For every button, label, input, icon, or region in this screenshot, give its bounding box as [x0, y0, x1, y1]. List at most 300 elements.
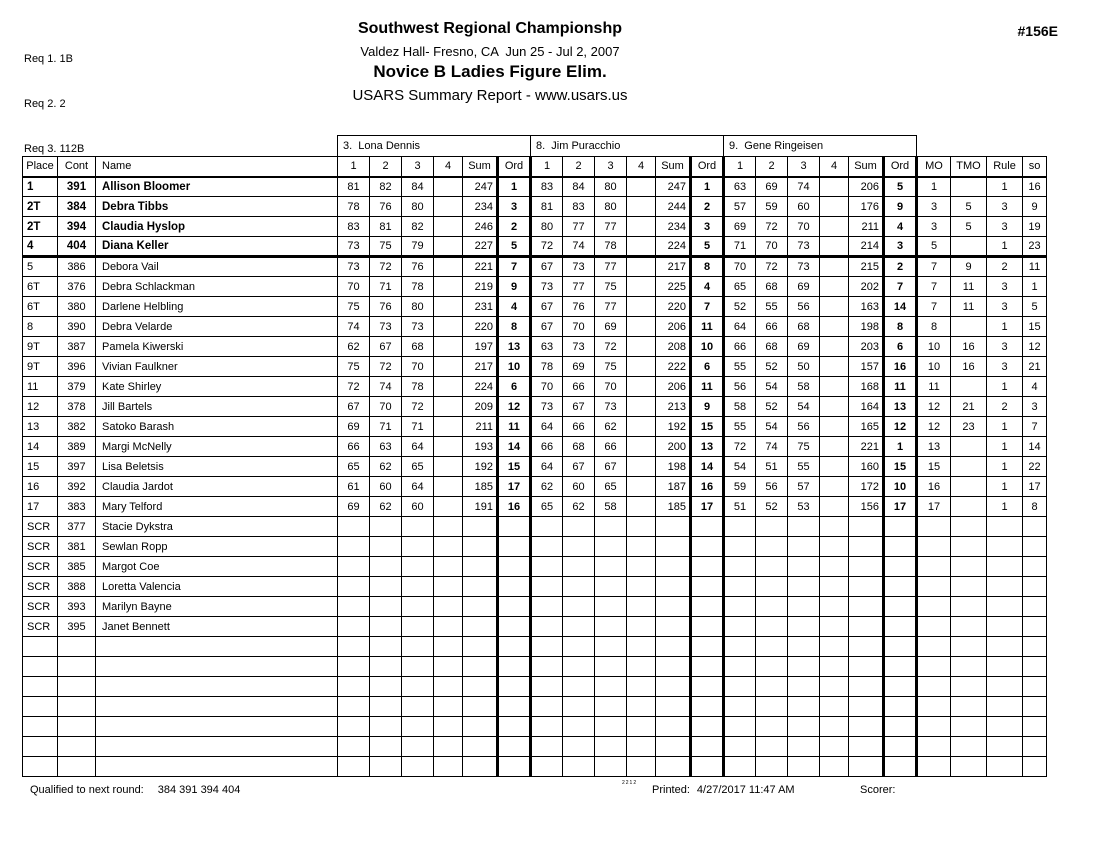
judge3-score4-cell [820, 617, 849, 637]
so-cell [1023, 757, 1047, 777]
judge1-score4-cell [434, 217, 463, 237]
judge1-score4-cell [434, 397, 463, 417]
judge2-score2-cell: 67 [563, 457, 595, 477]
judge2-score4-cell [627, 477, 656, 497]
so-cell [1023, 577, 1047, 597]
cont-cell [58, 717, 96, 737]
judge1-sum-cell [463, 737, 498, 757]
judge1-score2-cell: 62 [370, 497, 402, 517]
judge2-sum-cell [656, 717, 691, 737]
place-cell: SCR [23, 597, 58, 617]
judge2-score1-cell: 63 [531, 337, 563, 357]
rule-cell: 1 [987, 377, 1023, 397]
tmo-cell [951, 717, 987, 737]
tmo-cell [951, 677, 987, 697]
result-row [23, 577, 1047, 597]
judge3-score2-cell: 68 [756, 337, 788, 357]
judge1-score3-cell: 84 [402, 177, 434, 197]
req-line-3: Req 3. 112B [24, 143, 85, 155]
mo-cell: 12 [917, 397, 951, 417]
result-row [23, 257, 1047, 277]
judge3-score1-cell [724, 537, 756, 557]
cont-cell [58, 757, 96, 777]
place-cell [23, 697, 58, 717]
tmo-cell [951, 557, 987, 577]
tmo-cell [951, 317, 987, 337]
judge1-ord-cell: 9 [498, 277, 531, 297]
rule-cell [987, 737, 1023, 757]
place-cell: 9T [23, 337, 58, 357]
judge2-score4-cell [627, 597, 656, 617]
judge3-score4-cell [820, 637, 849, 657]
cont-cell [58, 637, 96, 657]
column-header-tmo: TMO [951, 157, 987, 177]
so-cell: 22 [1023, 457, 1047, 477]
judge1-sum-cell: 217 [463, 357, 498, 377]
result-row [23, 197, 1047, 217]
judge3-sum-cell [849, 597, 884, 617]
judge3-sum-cell [849, 517, 884, 537]
judge1-ord-cell: 4 [498, 297, 531, 317]
column-header-judge2-2: 2 [563, 157, 595, 177]
empty-row [23, 717, 1047, 737]
judge2-ord-cell: 8 [691, 257, 724, 277]
judge3-score1-cell: 52 [724, 297, 756, 317]
rule-cell: 1 [987, 317, 1023, 337]
judge1-score4-cell [434, 617, 463, 637]
name-cell: Allison Bloomer [96, 177, 338, 197]
judge2-score1-cell: 67 [531, 297, 563, 317]
cont-cell: 378 [58, 397, 96, 417]
place-cell: 6T [23, 297, 58, 317]
judge2-ord-cell [691, 597, 724, 617]
judge3-ord-cell: 11 [884, 377, 917, 397]
rule-cell [987, 617, 1023, 637]
judge2-score4-cell [627, 177, 656, 197]
judge2-score2-cell: 73 [563, 337, 595, 357]
judge2-score4-cell [627, 357, 656, 377]
judge1-score1-cell [338, 537, 370, 557]
place-cell [23, 677, 58, 697]
mo-cell [917, 637, 951, 657]
judge2-score4-cell [627, 517, 656, 537]
so-cell: 12 [1023, 337, 1047, 357]
judge1-ord-cell: 14 [498, 437, 531, 457]
judge3-score3-cell [788, 697, 820, 717]
place-cell: 16 [23, 477, 58, 497]
judge3-score4-cell [820, 177, 849, 197]
so-cell [1023, 637, 1047, 657]
judge2-sum-cell: 187 [656, 477, 691, 497]
judge3-ord-cell: 5 [884, 177, 917, 197]
judge-header-3: 9. Gene Ringeisen [724, 136, 917, 157]
place-cell: SCR [23, 577, 58, 597]
judge2-ord-cell [691, 557, 724, 577]
judge3-score3-cell [788, 577, 820, 597]
judge3-sum-cell [849, 617, 884, 637]
judge2-ord-cell: 10 [691, 337, 724, 357]
judge2-score3-cell [595, 617, 627, 637]
version-mark: 2212 [622, 780, 638, 786]
judge3-score4-cell [820, 377, 849, 397]
judge3-ord-cell [884, 617, 917, 637]
judge1-score4-cell [434, 257, 463, 277]
judge3-score1-cell [724, 737, 756, 757]
judge1-score4-cell [434, 497, 463, 517]
rule-cell: 3 [987, 357, 1023, 377]
judge2-score2-cell: 74 [563, 237, 595, 257]
judge3-score4-cell [820, 437, 849, 457]
column-header-judge1-1: 1 [338, 157, 370, 177]
judge2-ord-cell [691, 617, 724, 637]
judge1-score3-cell [402, 717, 434, 737]
judge1-sum-cell [463, 657, 498, 677]
judge2-score2-cell [563, 517, 595, 537]
judge3-score3-cell: 57 [788, 477, 820, 497]
judge2-score4-cell [627, 437, 656, 457]
judge1-score3-cell: 70 [402, 357, 434, 377]
judge2-score4-cell [627, 337, 656, 357]
judge2-score2-cell [563, 577, 595, 597]
judge3-score2-cell [756, 677, 788, 697]
judge2-score2-cell: 68 [563, 437, 595, 457]
judge3-score3-cell [788, 597, 820, 617]
judge3-score2-cell [756, 597, 788, 617]
judge2-sum-cell: 206 [656, 377, 691, 397]
so-cell [1023, 737, 1047, 757]
empty-row [23, 657, 1047, 677]
judge3-sum-cell: 163 [849, 297, 884, 317]
mo-cell [917, 717, 951, 737]
result-row [23, 617, 1047, 637]
judge1-score4-cell [434, 717, 463, 737]
judge2-score3-cell [595, 597, 627, 617]
judge2-score4-cell [627, 397, 656, 417]
result-row [23, 237, 1047, 257]
judge1-score1-cell: 83 [338, 217, 370, 237]
judge3-score1-cell [724, 677, 756, 697]
judge3-score2-cell [756, 617, 788, 637]
report-type: USARS Summary Report - www.usars.us [352, 87, 628, 104]
judge1-score2-cell: 75 [370, 237, 402, 257]
judge3-score4-cell [820, 357, 849, 377]
cont-cell: 390 [58, 317, 96, 337]
judge1-score2-cell: 60 [370, 477, 402, 497]
judge3-score1-cell [724, 517, 756, 537]
judge2-score3-cell [595, 517, 627, 537]
column-header-rule: Rule [987, 157, 1023, 177]
judge1-sum-cell [463, 697, 498, 717]
judge1-score2-cell [370, 597, 402, 617]
judge3-score3-cell [788, 717, 820, 737]
place-cell: 17 [23, 497, 58, 517]
judge2-score2-cell [563, 677, 595, 697]
judge1-sum-cell: 227 [463, 237, 498, 257]
judge1-score1-cell [338, 517, 370, 537]
judge1-ord-cell [498, 517, 531, 537]
judge3-sum-cell [849, 537, 884, 557]
column-header-place: Place [23, 157, 58, 177]
name-cell [96, 697, 338, 717]
judge1-score4-cell [434, 357, 463, 377]
place-cell: SCR [23, 617, 58, 637]
judge2-score2-cell: 84 [563, 177, 595, 197]
judge2-score1-cell: 80 [531, 217, 563, 237]
column-header-judge3-ord: Ord [884, 157, 917, 177]
judge2-score2-cell [563, 657, 595, 677]
judge1-ord-cell [498, 697, 531, 717]
judge2-score1-cell: 73 [531, 277, 563, 297]
column-header-judge1-3: 3 [402, 157, 434, 177]
judge1-score4-cell [434, 677, 463, 697]
judge1-ord-cell [498, 597, 531, 617]
judge2-ord-cell: 3 [691, 217, 724, 237]
judge2-score4-cell [627, 717, 656, 737]
judge3-score1-cell: 56 [724, 377, 756, 397]
judge3-score1-cell: 70 [724, 257, 756, 277]
mo-cell [917, 617, 951, 637]
judge3-score4-cell [820, 417, 849, 437]
judge2-score4-cell [627, 557, 656, 577]
judge2-ord-cell [691, 637, 724, 657]
empty-row [23, 757, 1047, 777]
name-cell [96, 637, 338, 657]
so-cell: 4 [1023, 377, 1047, 397]
judge3-score2-cell [756, 557, 788, 577]
judge1-ord-cell: 8 [498, 317, 531, 337]
judge1-score2-cell: 63 [370, 437, 402, 457]
judge1-score2-cell: 67 [370, 337, 402, 357]
judge2-ord-cell [691, 737, 724, 757]
judge1-score1-cell: 69 [338, 497, 370, 517]
judge1-ord-cell: 6 [498, 377, 531, 397]
judge1-score1-cell [338, 677, 370, 697]
judge3-ord-cell: 1 [884, 437, 917, 457]
judge3-score4-cell [820, 317, 849, 337]
cont-cell: 391 [58, 177, 96, 197]
judge3-score3-cell: 68 [788, 317, 820, 337]
judge2-score4-cell [627, 297, 656, 317]
judge2-score1-cell: 64 [531, 417, 563, 437]
judge3-score2-cell: 69 [756, 177, 788, 197]
judge1-score1-cell: 72 [338, 377, 370, 397]
mo-cell: 16 [917, 477, 951, 497]
judge2-score3-cell: 75 [595, 277, 627, 297]
rule-cell [987, 657, 1023, 677]
judge3-score2-cell: 52 [756, 357, 788, 377]
column-header-so: so [1023, 157, 1047, 177]
cont-cell: 394 [58, 217, 96, 237]
column-header-name: Name [96, 157, 338, 177]
column-header-judge1-2: 2 [370, 157, 402, 177]
judge3-sum-cell: 211 [849, 217, 884, 237]
rule-cell: 1 [987, 457, 1023, 477]
results-body [23, 177, 1047, 777]
column-header-judge1-ord: Ord [498, 157, 531, 177]
judge3-score1-cell: 55 [724, 357, 756, 377]
judge1-score1-cell: 73 [338, 237, 370, 257]
judge2-sum-cell: 222 [656, 357, 691, 377]
so-cell: 23 [1023, 237, 1047, 257]
judge1-sum-cell [463, 537, 498, 557]
judge1-score1-cell: 67 [338, 397, 370, 417]
judge3-score2-cell: 54 [756, 417, 788, 437]
judge1-score2-cell [370, 757, 402, 777]
judge2-score1-cell [531, 757, 563, 777]
judge2-score4-cell [627, 377, 656, 397]
judge3-sum-cell: 172 [849, 477, 884, 497]
tmo-cell: 5 [951, 217, 987, 237]
judge3-score3-cell: 75 [788, 437, 820, 457]
cont-cell: 397 [58, 457, 96, 477]
judge2-score1-cell [531, 637, 563, 657]
judge1-score4-cell [434, 657, 463, 677]
judge1-score2-cell [370, 697, 402, 717]
judge1-sum-cell: 221 [463, 257, 498, 277]
result-row [23, 357, 1047, 377]
mo-cell [917, 557, 951, 577]
cont-cell: 388 [58, 577, 96, 597]
req-line-1: Req 1. 1B [24, 53, 73, 65]
judge2-ord-cell [691, 657, 724, 677]
judge1-score2-cell [370, 717, 402, 737]
judge1-score1-cell: 62 [338, 337, 370, 357]
judge1-ord-cell [498, 757, 531, 777]
name-cell: Mary Telford [96, 497, 338, 517]
judge2-score3-cell [595, 537, 627, 557]
judge3-score2-cell [756, 517, 788, 537]
name-cell: Debora Vail [96, 257, 338, 277]
tmo-cell [951, 757, 987, 777]
result-row [23, 297, 1047, 317]
judge3-sum-cell [849, 757, 884, 777]
judge1-sum-cell: 211 [463, 417, 498, 437]
judge3-score2-cell [756, 717, 788, 737]
judge2-ord-cell: 15 [691, 417, 724, 437]
judge2-sum-cell [656, 537, 691, 557]
judge3-score3-cell: 73 [788, 237, 820, 257]
so-cell: 17 [1023, 477, 1047, 497]
empty-row [23, 637, 1047, 657]
judge1-ord-cell [498, 657, 531, 677]
tmo-cell: 9 [951, 257, 987, 277]
name-cell: Sewlan Ropp [96, 537, 338, 557]
mo-cell [917, 697, 951, 717]
column-header-judge3-1: 1 [724, 157, 756, 177]
judge3-sum-cell [849, 657, 884, 677]
judge3-score4-cell [820, 397, 849, 417]
venue-date: Valdez Hall- Fresno, CA Jun 25 - Jul 2, 2007 [360, 44, 620, 59]
judge3-score2-cell: 59 [756, 197, 788, 217]
cont-cell: 404 [58, 237, 96, 257]
mo-cell [917, 597, 951, 617]
judge2-score3-cell: 78 [595, 237, 627, 257]
so-cell: 3 [1023, 397, 1047, 417]
judge1-score1-cell: 70 [338, 277, 370, 297]
mo-cell [917, 517, 951, 537]
event-title: Novice B Ladies Figure Elim. [373, 62, 607, 81]
judge3-sum-cell: 198 [849, 317, 884, 337]
judge3-score3-cell: 54 [788, 397, 820, 417]
judge3-score4-cell [820, 737, 849, 757]
tmo-cell [951, 617, 987, 637]
judge3-ord-cell [884, 697, 917, 717]
judge1-score3-cell [402, 697, 434, 717]
mo-cell: 7 [917, 257, 951, 277]
judge2-sum-cell [656, 577, 691, 597]
judge2-score4-cell [627, 617, 656, 637]
judge2-sum-cell: 200 [656, 437, 691, 457]
cont-cell: 385 [58, 557, 96, 577]
judge2-score3-cell: 58 [595, 497, 627, 517]
judge3-score2-cell [756, 537, 788, 557]
judge2-ord-cell: 7 [691, 297, 724, 317]
place-cell: 14 [23, 437, 58, 457]
result-row [23, 517, 1047, 537]
result-row [23, 317, 1047, 337]
judge3-score2-cell: 66 [756, 317, 788, 337]
judge3-ord-cell [884, 717, 917, 737]
judge1-score4-cell [434, 537, 463, 557]
judge3-score2-cell: 72 [756, 257, 788, 277]
place-cell: SCR [23, 557, 58, 577]
judge3-ord-cell [884, 517, 917, 537]
judge2-sum-cell: 224 [656, 237, 691, 257]
judge2-score3-cell [595, 557, 627, 577]
mo-cell [917, 657, 951, 677]
judge2-score1-cell [531, 657, 563, 677]
judge2-score2-cell: 73 [563, 257, 595, 277]
judge2-sum-cell: 225 [656, 277, 691, 297]
judge1-sum-cell [463, 677, 498, 697]
rule-cell: 3 [987, 277, 1023, 297]
judge3-sum-cell: 206 [849, 177, 884, 197]
judge1-ord-cell: 10 [498, 357, 531, 377]
judge2-score3-cell [595, 737, 627, 757]
judge3-score1-cell: 69 [724, 217, 756, 237]
judge3-score2-cell: 56 [756, 477, 788, 497]
judge2-ord-cell: 16 [691, 477, 724, 497]
judge1-score3-cell [402, 737, 434, 757]
judge3-ord-cell: 9 [884, 197, 917, 217]
judge3-score4-cell [820, 657, 849, 677]
so-cell [1023, 617, 1047, 637]
judge3-score4-cell [820, 577, 849, 597]
tmo-cell [951, 517, 987, 537]
judge2-score2-cell: 66 [563, 377, 595, 397]
judge3-score3-cell: 56 [788, 297, 820, 317]
name-cell [96, 657, 338, 677]
judge2-ord-cell [691, 717, 724, 737]
column-header-mo: MO [917, 157, 951, 177]
judge2-sum-cell: 247 [656, 177, 691, 197]
judge3-score2-cell [756, 637, 788, 657]
judge2-score3-cell: 67 [595, 457, 627, 477]
judge2-ord-cell: 6 [691, 357, 724, 377]
judge1-score3-cell: 71 [402, 417, 434, 437]
judge2-sum-cell: 198 [656, 457, 691, 477]
judge2-sum-cell: 220 [656, 297, 691, 317]
rule-cell: 3 [987, 337, 1023, 357]
judge3-score4-cell [820, 197, 849, 217]
judge1-ord-cell: 2 [498, 217, 531, 237]
judge1-score3-cell [402, 617, 434, 637]
judge3-score1-cell [724, 757, 756, 777]
judge2-sum-cell [656, 757, 691, 777]
result-row [23, 477, 1047, 497]
judge2-ord-cell: 11 [691, 377, 724, 397]
judge3-ord-cell: 2 [884, 257, 917, 277]
